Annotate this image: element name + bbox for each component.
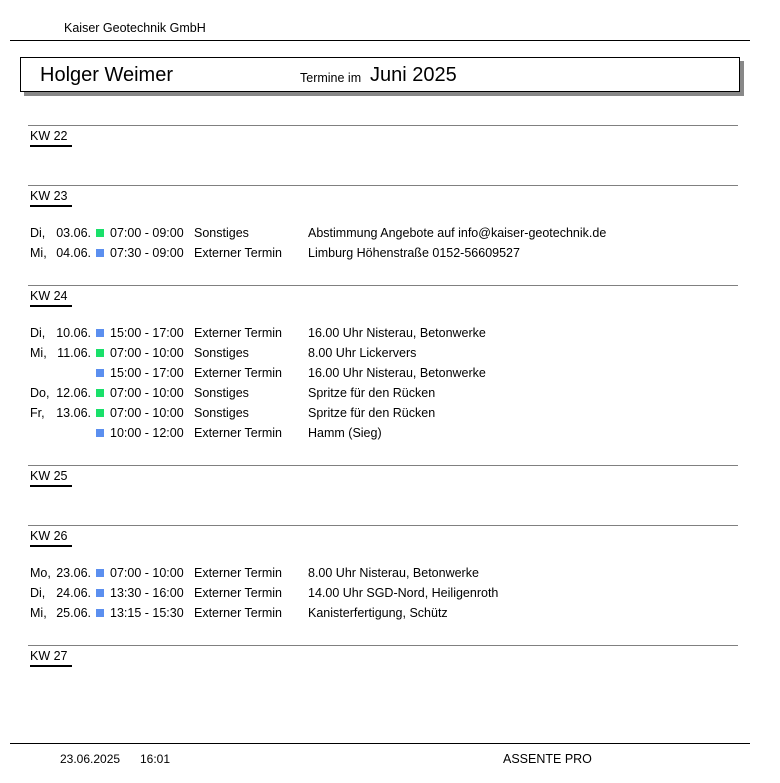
date: 12.06. [56,386,91,400]
time-range: 15:00 - 17:00 [110,366,184,380]
print-date: 23.06.2025 [60,752,121,766]
time-range: 13:15 - 15:30 [110,606,184,620]
week-label: KW 27 [30,648,72,667]
weekday: Di, [30,326,46,340]
appointment-type: Externer Termin [194,426,282,440]
date: 10.06. [56,326,91,340]
week-label: KW 25 [30,468,72,487]
appointment-type: Externer Termin [194,606,282,620]
week-section [0,525,780,645]
weekday: Mi, [30,246,47,260]
week-divider [28,645,738,646]
appointment-row[interactable] [0,345,780,365]
header-divider [10,40,750,41]
category-color-icon [96,329,104,337]
weekday: Fr, [30,406,45,420]
time-range: 07:30 - 09:00 [110,246,184,260]
appointment-type: Externer Termin [194,586,282,600]
category-color-icon [96,229,104,237]
category-color-icon [96,349,104,357]
category-color-icon [96,409,104,417]
time-range: 13:30 - 16:00 [110,586,184,600]
termine-label: Termine im [300,71,362,85]
category-color-icon [96,369,104,377]
appointment-row[interactable] [0,365,780,385]
appointment-type: Externer Termin [194,366,282,380]
week-section [0,645,780,705]
time-range: 07:00 - 10:00 [110,386,184,400]
time-range: 07:00 - 10:00 [110,566,184,580]
weekday: Di, [30,226,46,240]
date: 24.06. [56,586,91,600]
weekday: Mi, [30,606,47,620]
week-section [0,185,780,285]
appointment-row[interactable] [0,325,780,345]
appointment-description: Spritze für den Rücken [308,386,436,400]
date: 04.06. [56,246,91,260]
date: 11.06. [57,346,91,360]
week-list [0,125,780,705]
appointment-description: Spritze für den Rücken [308,406,436,420]
time-range: 07:00 - 10:00 [110,346,184,360]
month-title: Juni 2025 [370,64,457,86]
appointment-description: Limburg Höhenstraße 0152-56609527 [308,246,520,260]
product-name: ASSENTE PRO [503,752,592,766]
appointment-description: 16.00 Uhr Nisterau, Betonwerke [308,366,486,380]
date: 23.06. [56,566,91,580]
appointment-description: 16.00 Uhr Nisterau, Betonwerke [308,326,486,340]
weekday: Mi, [30,346,47,360]
date: 13.06. [56,406,91,420]
category-color-icon [96,609,104,617]
week-section [0,285,780,465]
appointment-row[interactable] [0,385,780,405]
category-color-icon [96,429,104,437]
week-label: KW 22 [30,128,72,147]
appointment-row[interactable] [0,245,780,265]
appointment-type: Externer Termin [194,326,282,340]
appointment-type: Externer Termin [194,566,282,580]
week-label: KW 23 [30,188,72,207]
appointment-type: Sonstiges [194,346,249,360]
time-range: 10:00 - 12:00 [110,426,184,440]
appointment-description: 8.00 Uhr Lickervers [308,346,417,360]
appointment-type: Sonstiges [194,386,249,400]
appointment-description: Hamm (Sieg) [308,426,382,440]
appointment-row[interactable] [0,405,780,425]
appointment-type: Sonstiges [194,226,249,240]
time-range: 07:00 - 10:00 [110,406,184,420]
weekday: Mo, [30,566,51,580]
footer-divider [10,743,750,744]
company-name: Kaiser Geotechnik GmbH [64,21,206,35]
person-name: Holger Weimer [40,64,173,86]
title-box [20,57,740,92]
appointment-row[interactable] [0,565,780,585]
week-label: KW 24 [30,288,72,307]
appointment-type: Sonstiges [194,406,249,420]
week-divider [28,465,738,466]
appointment-row[interactable] [0,585,780,605]
date: 03.06. [56,226,91,240]
category-color-icon [96,589,104,597]
week-divider [28,185,738,186]
appointment-type: Externer Termin [194,246,282,260]
category-color-icon [96,249,104,257]
category-color-icon [96,569,104,577]
date: 25.06. [56,606,91,620]
week-label: KW 26 [30,528,72,547]
category-color-icon [96,389,104,397]
appointment-row[interactable] [0,605,780,625]
appointment-description: 8.00 Uhr Nisterau, Betonwerke [308,566,479,580]
appointment-description: Abstimmung Angebote auf info@kaiser-geotechnik.de [308,226,607,240]
appointment-row[interactable] [0,425,780,445]
appointment-row[interactable] [0,225,780,245]
week-divider [28,285,738,286]
week-section [0,125,780,185]
week-section [0,465,780,525]
weekday: Di, [30,586,46,600]
week-divider [28,525,738,526]
week-divider [28,125,738,126]
weekday: Do, [30,386,50,400]
appointment-description: Kanisterfertigung, Schütz [308,606,448,620]
time-range: 15:00 - 17:00 [110,326,184,340]
print-time: 16:01 [140,752,171,766]
time-range: 07:00 - 09:00 [110,226,184,240]
appointment-description: 14.00 Uhr SGD-Nord, Heiligenroth [308,586,499,600]
